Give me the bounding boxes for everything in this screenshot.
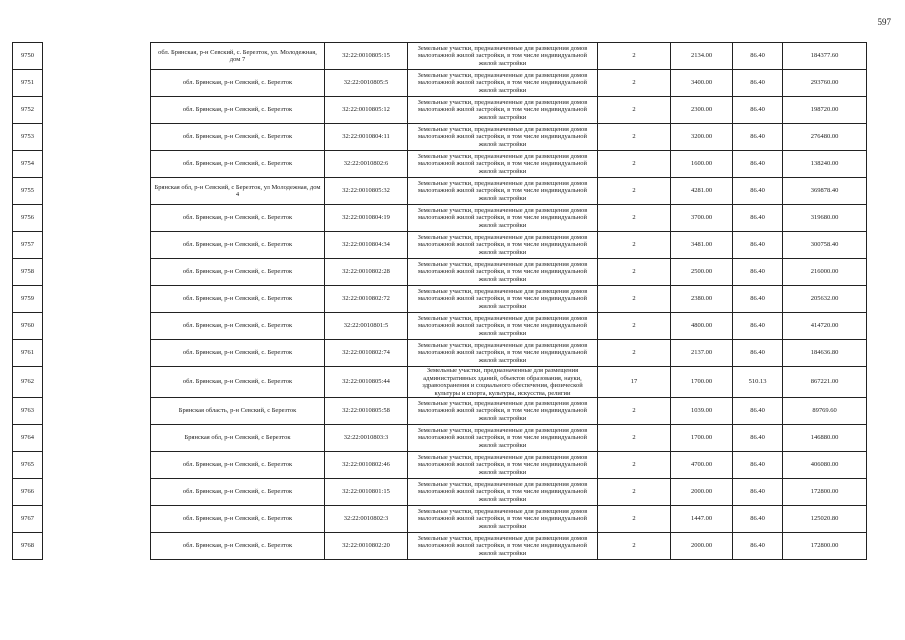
cadastral-value-cell: 172800.00 [783,533,867,560]
specific-value-cell: 86.40 [733,232,783,259]
area-cell: 4700.00 [671,452,733,479]
table-row [13,398,867,425]
cadastral-value-cell: 184377.60 [783,43,867,70]
row-spacer-cell [43,479,151,506]
cadastral-value-cell: 125020.80 [783,506,867,533]
land-use-cell: Земельные участки, предназначенные для размещения административных зданий, объектов образования, науки, здравоохранения и социального обеспечения, физической культуры и спорта, культуры, искусства, религии [408,367,598,398]
group-code-cell: 2 [598,313,671,340]
address-cell: Брянская область, р-н Севский, с Березток [151,398,325,425]
row-spacer-cell [43,506,151,533]
group-code-cell: 2 [598,398,671,425]
area-cell: 1700.00 [671,367,733,398]
table-body [13,43,867,560]
group-code-cell: 2 [598,205,671,232]
group-code-cell: 2 [598,286,671,313]
cadastral-value-cell: 146880.00 [783,425,867,452]
specific-value-cell: 86.40 [733,205,783,232]
cadastral-number-cell: 32:22:0010802:72 [325,286,408,313]
table-row [13,425,867,452]
cadastral-number-cell: 32:22:0010805:15 [325,43,408,70]
group-code-cell: 2 [598,124,671,151]
specific-value-cell: 86.40 [733,313,783,340]
specific-value-cell: 86.40 [733,151,783,178]
row-spacer-cell [43,367,151,398]
row-spacer-cell [43,232,151,259]
row-spacer-cell [43,124,151,151]
land-use-cell: Земельные участки, предназначенные для размещения домов малоэтажной жилой застройки, в том числе индивидуальной жилой застройки [408,533,598,560]
cadastral-number-cell: 32:22:0010802:6 [325,151,408,178]
row-spacer-cell [43,151,151,178]
row-number-cell: 9763 [13,398,43,425]
area-cell: 2300.00 [671,97,733,124]
row-spacer-cell [43,43,151,70]
cadastral-value-cell: 216000.00 [783,259,867,286]
row-spacer-cell [43,313,151,340]
specific-value-cell: 86.40 [733,43,783,70]
row-number-cell: 9750 [13,43,43,70]
specific-value-cell: 86.40 [733,340,783,367]
address-cell: Брянская обл, р-н Севский, с Березток, ул Молодежная, дом 4 [151,178,325,205]
row-number-cell: 9754 [13,151,43,178]
cadastral-value-cell: 319680.00 [783,205,867,232]
cadastral-value-cell: 89769.60 [783,398,867,425]
table-row [13,506,867,533]
area-cell: 4800.00 [671,313,733,340]
area-cell: 1447.00 [671,506,733,533]
address-cell: обл. Брянская, р-н Севский, с. Березток [151,259,325,286]
address-cell: обл. Брянская, р-н Севский, с. Березток [151,286,325,313]
cadastral-number-cell: 32:22:0010804:11 [325,124,408,151]
specific-value-cell: 86.40 [733,97,783,124]
table-row [13,367,867,398]
area-cell: 1039.00 [671,398,733,425]
land-use-cell: Земельные участки, предназначенные для размещения домов малоэтажной жилой застройки, в том числе индивидуальной жилой застройки [408,259,598,286]
group-code-cell: 2 [598,43,671,70]
row-number-cell: 9755 [13,178,43,205]
row-number-cell: 9761 [13,340,43,367]
cadastral-number-cell: 32:22:0010803:3 [325,425,408,452]
land-registry-table [12,42,867,560]
specific-value-cell: 510.13 [733,367,783,398]
table-row [13,124,867,151]
row-number-cell: 9751 [13,70,43,97]
cadastral-value-cell: 369878.40 [783,178,867,205]
cadastral-value-cell: 138240.00 [783,151,867,178]
area-cell: 3700.00 [671,205,733,232]
cadastral-value-cell: 205632.00 [783,286,867,313]
specific-value-cell: 86.40 [733,178,783,205]
group-code-cell: 2 [598,97,671,124]
area-cell: 2000.00 [671,533,733,560]
row-spacer-cell [43,340,151,367]
group-code-cell: 2 [598,70,671,97]
row-number-cell: 9768 [13,533,43,560]
row-number-cell: 9757 [13,232,43,259]
land-use-cell: Земельные участки, предназначенные для размещения домов малоэтажной жилой застройки, в том числе индивидуальной жилой застройки [408,70,598,97]
area-cell: 2137.00 [671,340,733,367]
area-cell: 2134.00 [671,43,733,70]
table-row [13,151,867,178]
row-number-cell: 9753 [13,124,43,151]
group-code-cell: 2 [598,533,671,560]
row-number-cell: 9752 [13,97,43,124]
cadastral-value-cell: 172800.00 [783,479,867,506]
land-use-cell: Земельные участки, предназначенные для размещения домов малоэтажной жилой застройки, в том числе индивидуальной жилой застройки [408,232,598,259]
row-number-cell: 9759 [13,286,43,313]
specific-value-cell: 86.40 [733,259,783,286]
table-row [13,479,867,506]
row-number-cell: 9758 [13,259,43,286]
address-cell: обл. Брянская, р-н Севский, с. Березток [151,232,325,259]
cadastral-number-cell: 32:22:0010802:20 [325,533,408,560]
row-number-cell: 9764 [13,425,43,452]
group-code-cell: 2 [598,425,671,452]
group-code-cell: 2 [598,178,671,205]
group-code-cell: 2 [598,479,671,506]
row-number-cell: 9767 [13,506,43,533]
cadastral-number-cell: 32:22:0010801:5 [325,313,408,340]
specific-value-cell: 86.40 [733,70,783,97]
address-cell: обл. Брянская, р-н Севский, с. Березток, ул. Молодежная, дом 7 [151,43,325,70]
row-number-cell: 9762 [13,367,43,398]
cadastral-number-cell: 32:22:0010804:34 [325,232,408,259]
row-number-cell: 9766 [13,479,43,506]
cadastral-value-cell: 867221.00 [783,367,867,398]
cadastral-number-cell: 32:22:0010805:12 [325,97,408,124]
area-cell: 3481.00 [671,232,733,259]
land-use-cell: Земельные участки, предназначенные для размещения домов малоэтажной жилой застройки, в том числе индивидуальной жилой застройки [408,425,598,452]
area-cell: 3200.00 [671,124,733,151]
address-cell: обл. Брянская, р-н Севский, с. Березток [151,70,325,97]
land-use-cell: Земельные участки, предназначенные для размещения домов малоэтажной жилой застройки, в том числе индивидуальной жилой застройки [408,43,598,70]
table-row [13,97,867,124]
cadastral-number-cell: 32:22:0010802:74 [325,340,408,367]
group-code-cell: 17 [598,367,671,398]
area-cell: 3400.00 [671,70,733,97]
row-spacer-cell [43,259,151,286]
address-cell: обл. Брянская, р-н Севский, с. Березток [151,506,325,533]
area-cell: 1700.00 [671,425,733,452]
address-cell: обл. Брянская, р-н Севский, с. Березток [151,533,325,560]
address-cell: обл. Брянская, р-н Севский, с. Березток [151,479,325,506]
address-cell: обл. Брянская, р-н Севский, с. Березток [151,340,325,367]
specific-value-cell: 86.40 [733,452,783,479]
area-cell: 4281.00 [671,178,733,205]
row-spacer-cell [43,425,151,452]
address-cell: обл. Брянская, р-н Севский, с. Березток [151,97,325,124]
cadastral-value-cell: 406080.00 [783,452,867,479]
cadastral-number-cell: 32:22:0010801:15 [325,479,408,506]
row-spacer-cell [43,286,151,313]
cadastral-number-cell: 32:22:0010805:44 [325,367,408,398]
land-use-cell: Земельные участки, предназначенные для размещения домов малоэтажной жилой застройки, в том числе индивидуальной жилой застройки [408,479,598,506]
land-use-cell: Земельные участки, предназначенные для размещения домов малоэтажной жилой застройки, в том числе индивидуальной жилой застройки [408,398,598,425]
table-row [13,70,867,97]
specific-value-cell: 86.40 [733,286,783,313]
specific-value-cell: 86.40 [733,398,783,425]
area-cell: 1600.00 [671,151,733,178]
group-code-cell: 2 [598,232,671,259]
address-cell: обл. Брянская, р-н Севский, с. Березток [151,452,325,479]
row-number-cell: 9760 [13,313,43,340]
cadastral-value-cell: 300758.40 [783,232,867,259]
group-code-cell: 2 [598,259,671,286]
land-use-cell: Земельные участки, предназначенные для размещения домов малоэтажной жилой застройки, в том числе индивидуальной жилой застройки [408,124,598,151]
table-row [13,43,867,70]
specific-value-cell: 86.40 [733,124,783,151]
address-cell: обл. Брянская, р-н Севский, с. Березток [151,313,325,340]
address-cell: Брянская обл, р-н Севский, с Березток [151,425,325,452]
area-cell: 2000.00 [671,479,733,506]
land-use-cell: Земельные участки, предназначенные для размещения домов малоэтажной жилой застройки, в том числе индивидуальной жилой застройки [408,205,598,232]
cadastral-value-cell: 293760.00 [783,70,867,97]
land-use-cell: Земельные участки, предназначенные для размещения домов малоэтажной жилой застройки, в том числе индивидуальной жилой застройки [408,452,598,479]
table-row [13,452,867,479]
cadastral-number-cell: 32:22:0010805:5 [325,70,408,97]
specific-value-cell: 86.40 [733,425,783,452]
cadastral-number-cell: 32:22:0010804:19 [325,205,408,232]
cadastral-number-cell: 32:22:0010802:3 [325,506,408,533]
row-number-cell: 9765 [13,452,43,479]
cadastral-value-cell: 198720.00 [783,97,867,124]
group-code-cell: 2 [598,151,671,178]
cadastral-number-cell: 32:22:0010805:58 [325,398,408,425]
area-cell: 2500.00 [671,259,733,286]
cadastral-number-cell: 32:22:0010802:28 [325,259,408,286]
land-use-cell: Земельные участки, предназначенные для размещения домов малоэтажной жилой застройки, в том числе индивидуальной жилой застройки [408,313,598,340]
table-row [13,533,867,560]
table-row [13,259,867,286]
group-code-cell: 2 [598,506,671,533]
address-cell: обл. Брянская, р-н Севский, с. Березток [151,124,325,151]
land-use-cell: Земельные участки, предназначенные для размещения домов малоэтажной жилой застройки, в том числе индивидуальной жилой застройки [408,151,598,178]
table-row [13,205,867,232]
table-row [13,286,867,313]
row-spacer-cell [43,178,151,205]
address-cell: обл. Брянская, р-н Севский, с. Березток [151,367,325,398]
row-spacer-cell [43,533,151,560]
group-code-cell: 2 [598,340,671,367]
row-spacer-cell [43,398,151,425]
cadastral-value-cell: 184636.80 [783,340,867,367]
table-row [13,178,867,205]
land-use-cell: Земельные участки, предназначенные для размещения домов малоэтажной жилой застройки, в том числе индивидуальной жилой застройки [408,286,598,313]
land-use-cell: Земельные участки, предназначенные для размещения домов малоэтажной жилой застройки, в том числе индивидуальной жилой застройки [408,340,598,367]
specific-value-cell: 86.40 [733,479,783,506]
table-row [13,232,867,259]
address-cell: обл. Брянская, р-н Севский, с. Березток [151,205,325,232]
cadastral-value-cell: 276480.00 [783,124,867,151]
page-number: 597 [877,17,891,27]
address-cell: обл. Брянская, р-н Севский, с. Березток [151,151,325,178]
area-cell: 2380.00 [671,286,733,313]
row-spacer-cell [43,452,151,479]
land-use-cell: Земельные участки, предназначенные для размещения домов малоэтажной жилой застройки, в том числе индивидуальной жилой застройки [408,506,598,533]
row-number-cell: 9756 [13,205,43,232]
table-row [13,313,867,340]
table-row [13,340,867,367]
group-code-cell: 2 [598,452,671,479]
row-spacer-cell [43,97,151,124]
row-spacer-cell [43,205,151,232]
land-use-cell: Земельные участки, предназначенные для размещения домов малоэтажной жилой застройки, в том числе индивидуальной жилой застройки [408,178,598,205]
cadastral-number-cell: 32:22:0010805:32 [325,178,408,205]
land-use-cell: Земельные участки, предназначенные для размещения домов малоэтажной жилой застройки, в том числе индивидуальной жилой застройки [408,97,598,124]
specific-value-cell: 86.40 [733,506,783,533]
specific-value-cell: 86.40 [733,533,783,560]
row-spacer-cell [43,70,151,97]
cadastral-number-cell: 32:22:0010802:46 [325,452,408,479]
cadastral-value-cell: 414720.00 [783,313,867,340]
